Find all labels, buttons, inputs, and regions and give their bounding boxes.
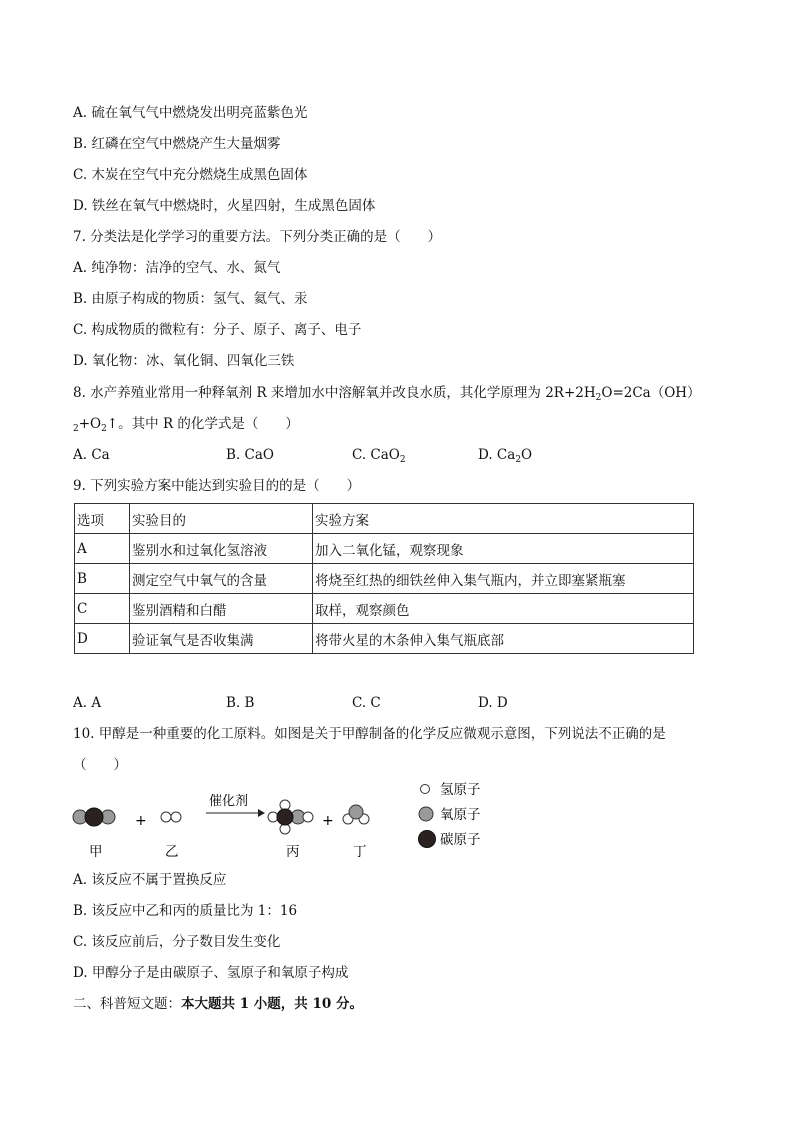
table-header-cell: 选项 xyxy=(75,504,130,534)
table-cell: 取样，观察颜色 xyxy=(313,594,694,624)
label-ding: 丁 xyxy=(353,844,367,860)
table-row xyxy=(75,534,694,564)
q10-option-d: D. 甲醇分子是由碳原子、氢原子和氧原子构成 xyxy=(73,965,349,981)
hydrogen-atom xyxy=(161,812,171,822)
table-cell: C xyxy=(75,594,130,624)
table-row xyxy=(75,594,694,624)
q7-option-a: A. 纯净物：洁净的空气、水、氮气 xyxy=(73,260,281,276)
plus-sign: + xyxy=(135,813,147,829)
oxygen-atom xyxy=(349,805,363,819)
table-cell: 将带火星的木条伸入集气瓶底部 xyxy=(313,624,694,654)
legend-carbon-swatch xyxy=(419,831,436,848)
q8-stem-line2: $_2+O_2↑$。其中 R 的化学式是（ ） xyxy=(73,416,299,434)
q6-option-d: D. 铁丝在氧气中燃烧时，火星四射，生成黑色固体 xyxy=(73,198,376,214)
section2-heading: 二、科普短文题：本大题共 1 小题，共 10 分。 xyxy=(73,996,363,1012)
q8-stem-line1: 8. 水产养殖业常用一种释氧剂 R 来增加水中溶解氧并改良水质，其化学原理为 $2R+2H_2O=2Ca(OH)$ xyxy=(73,385,701,403)
table-cell: 鉴别酒精和白醋 xyxy=(130,594,313,624)
table-header-cell: 实验方案 xyxy=(313,504,694,534)
arrow-head-icon xyxy=(258,809,265,817)
reaction-diagram xyxy=(60,775,500,865)
q8-option-a: A. Ca xyxy=(73,447,110,463)
q8-option-d: D. $Ca_2O$ xyxy=(478,447,533,465)
q9-option-c: C. C xyxy=(352,695,381,711)
q8-option-b: B. CaO xyxy=(226,447,274,463)
table-cell: A xyxy=(75,534,130,564)
q9-table xyxy=(74,503,694,654)
label-jia: 甲 xyxy=(89,844,103,860)
table-row xyxy=(75,564,694,594)
table-cell: 加入二氧化锰，观察现象 xyxy=(313,534,694,564)
table-cell: 测定空气中氧气的含量 xyxy=(130,564,313,594)
q6-option-c: C. 木炭在空气中充分燃烧生成黑色固体 xyxy=(73,167,308,183)
table-cell: B xyxy=(75,564,130,594)
molecule-jia xyxy=(73,808,115,826)
q7-option-c: C. 构成物质的微粒有：分子、原子、离子、电子 xyxy=(73,322,362,338)
legend-hydrogen-label: 氢原子 xyxy=(440,782,481,798)
q9-option-d: D. D xyxy=(478,695,508,711)
q10-option-a: A. 该反应不属于置换反应 xyxy=(73,872,227,888)
label-bing: 丙 xyxy=(286,844,300,860)
legend xyxy=(419,782,481,848)
table-header-row xyxy=(75,504,694,534)
q10-stem-line1: 10. 甲醇是一种重要的化工原料。如图是关于甲醇制备的化学反应微观示意图，下列说法不正确的是 xyxy=(73,726,666,742)
table-header-cell: 实验目的 xyxy=(130,504,313,534)
hydrogen-atom xyxy=(171,812,181,822)
q7-option-d: D. 氧化物：冰、氧化铜、四氧化三铁 xyxy=(73,353,295,369)
legend-hydrogen-swatch xyxy=(421,785,430,794)
hydrogen-atom xyxy=(303,812,313,822)
table-cell: 鉴别水和过氧化氢溶液 xyxy=(130,534,313,564)
q6-option-a: A. 硫在氧气气中燃烧发出明亮蓝紫色光 xyxy=(73,105,308,121)
molecule-ding xyxy=(343,805,369,824)
legend-oxygen-swatch xyxy=(419,807,433,821)
table-cell: 将烧至红热的细铁丝伸入集气瓶内，并立即塞紧瓶塞 xyxy=(313,564,694,594)
carbon-atom xyxy=(85,808,103,826)
table-cell: D xyxy=(75,624,130,654)
q6-option-b: B. 红磷在空气中燃烧产生大量烟雾 xyxy=(73,136,281,152)
q7-option-b: B. 由原子构成的物质：氢气、氦气、汞 xyxy=(73,291,308,307)
catalyst-label: 催化剂 xyxy=(209,794,249,809)
q9-option-a: A. A xyxy=(73,695,102,711)
q9-option-b: B. B xyxy=(226,695,255,711)
plus-sign: + xyxy=(322,813,334,829)
q10-option-b: B. 该反应中乙和丙的质量比为 1：16 xyxy=(73,903,298,919)
carbon-atom xyxy=(277,809,293,825)
q10-option-c: C. 该反应前后，分子数目发生变化 xyxy=(73,934,281,950)
table-row xyxy=(75,624,694,654)
q8-option-c: C. CaO$_2$ xyxy=(352,447,406,465)
legend-oxygen-label: 氧原子 xyxy=(440,807,481,823)
label-yi: 乙 xyxy=(165,844,179,860)
table-cell: 验证氧气是否收集满 xyxy=(130,624,313,654)
molecule-yi xyxy=(161,812,181,822)
q7-stem: 7. 分类法是化学学习的重要方法。下列分类正确的是（ ） xyxy=(73,229,442,245)
q9-stem: 9. 下列实验方案中能达到实验目的的是（ ） xyxy=(73,478,361,494)
molecule-bing xyxy=(268,800,313,834)
q10-stem-line2: （ ） xyxy=(73,757,127,773)
legend-carbon-label: 碳原子 xyxy=(440,832,481,848)
